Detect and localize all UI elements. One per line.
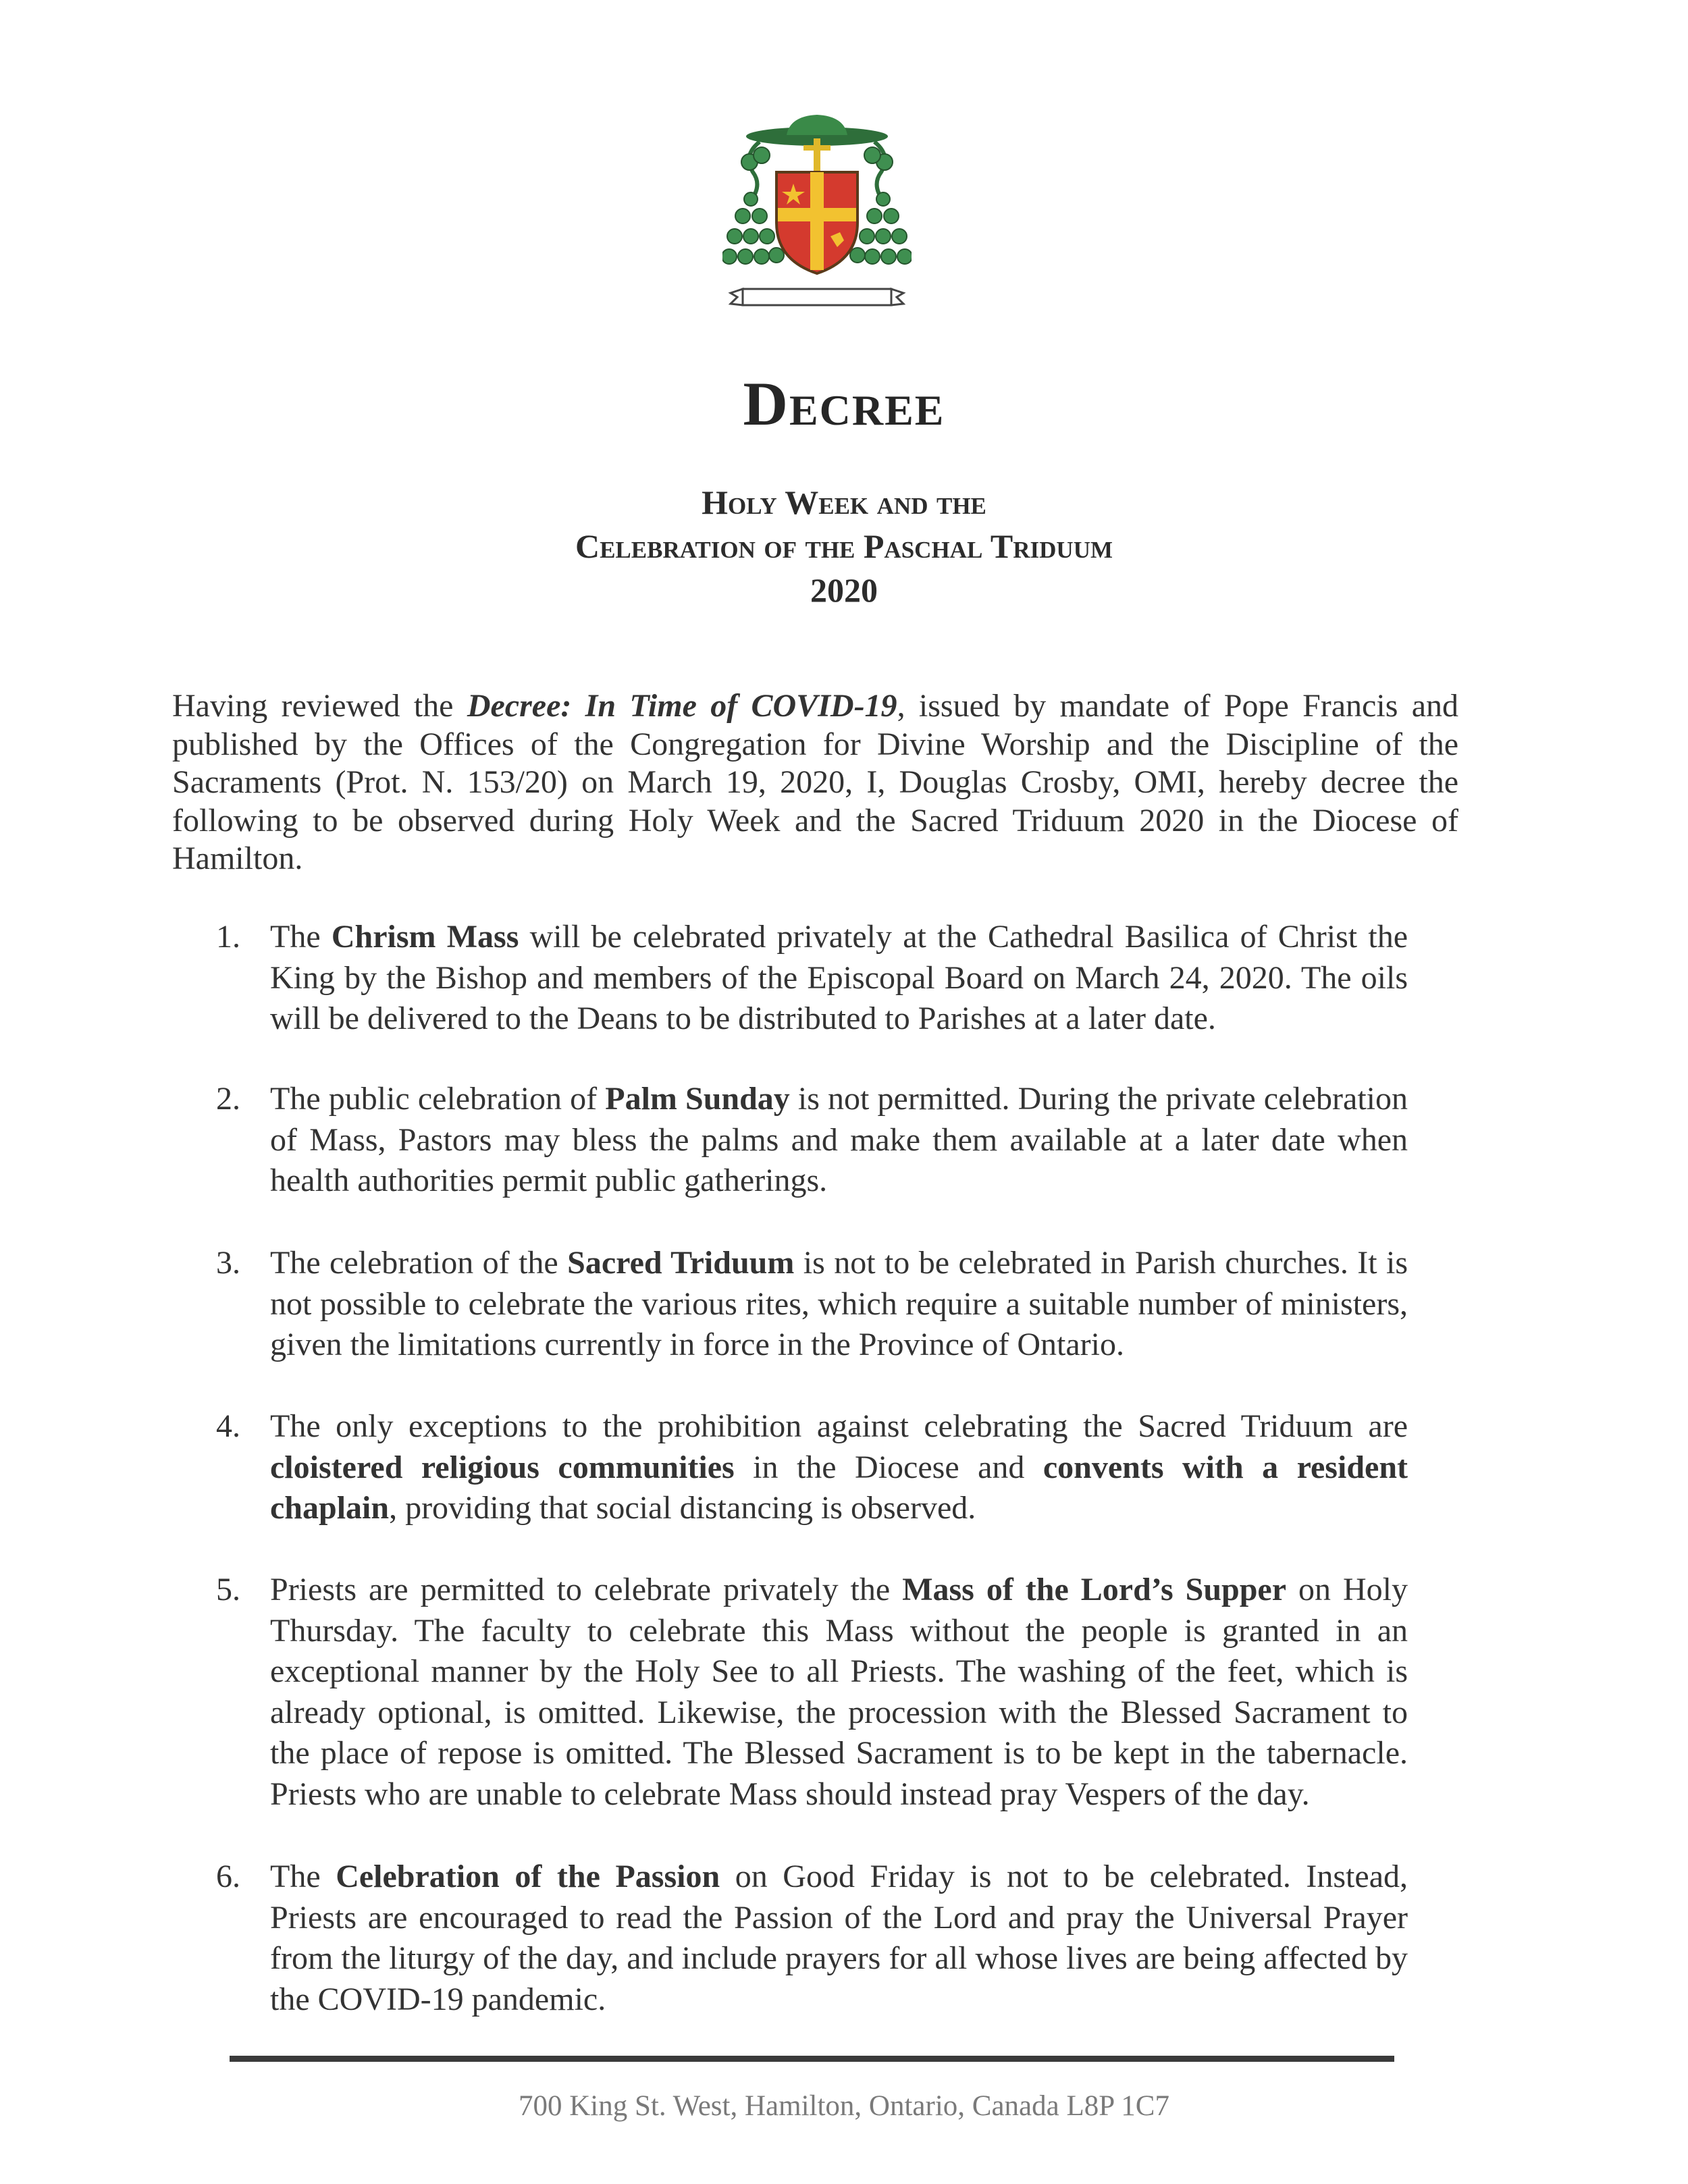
item-text: , providing that social distancing is observed.	[389, 1490, 976, 1526]
footer-divider	[230, 2056, 1394, 2062]
item-number: 5.	[216, 1572, 240, 1607]
item-text: will be celebrated privately at the Cathedral Basilica of Christ the King by the Bishop and members of the Episcopal Board on March 24, 2020. The oils will be delivered to the Deans to be distributed to Parishes at a later date.	[270, 919, 1408, 1036]
subtitle-line-2: Celebration of the Paschal Triduum	[575, 527, 1113, 565]
item-emphasis: Celebration of the Passion	[336, 1859, 720, 1894]
subtitle-line-1: Holy Week and the	[702, 483, 986, 521]
item-text: The	[270, 919, 332, 955]
shield-icon	[776, 172, 858, 273]
item-text: is not permitted. During the private celebration of Mass, Pastors may bless the palms and make them available at a later date when health authorities permit public gatherings.	[270, 1081, 1408, 1198]
intro-paragraph	[172, 687, 1458, 878]
item-number: 6.	[216, 1859, 240, 1894]
item-text: on Good Friday is not to be celebrated. Instead, Priests are encouraged to read the Passion of the Lord and pray the Universal Prayer from the liturgy of the day, and include prayers for all whose lives are being affected by the COVID-19 pandemic.	[270, 1859, 1408, 2017]
list-item	[216, 1243, 1408, 1366]
item-number: 4.	[216, 1408, 240, 1444]
decree-reference: Decree: In Time of COVID-19	[467, 688, 897, 724]
left-tassels-icon	[722, 142, 784, 264]
motto-scroll	[731, 289, 903, 305]
item-text: is not to be celebrated in Parish churches. It is not possible to celebrate the various rites, which require a suitable number of ministers, given the limitations currently in force in the Province of Ontario.	[270, 1245, 1408, 1362]
item-number: 1.	[216, 919, 240, 955]
list-item	[216, 1857, 1408, 2020]
intro-text-start: Having reviewed the	[172, 688, 467, 724]
item-number: 3.	[216, 1245, 240, 1281]
item-emphasis: Palm Sunday	[605, 1081, 790, 1117]
intro-text-end: , issued by mandate of Pope Francis and published by the Offices of the Congregation for Divine Worship and the Discipline of the Sacraments (Prot. N. 153/20) on March 19, 2020, I, Douglas Crosby, OMI, hereby decree the following to be observed during Holy Week and the Sacred Triduum 2020 in the Diocese of Hamilton.	[172, 688, 1458, 876]
item-text: The	[270, 1859, 336, 1894]
list-item	[216, 1079, 1408, 1202]
page-title: Decree	[743, 369, 945, 438]
list-item	[216, 1406, 1408, 1529]
right-tassels-icon	[850, 142, 912, 264]
item-text: The public celebration of	[270, 1081, 606, 1117]
item-text: on Holy Thursday. The faculty to celebrate this Mass without the people is granted in an exceptional manner by the Holy See to all Priests. The washing of the feet, which is already optional, is omitted. Likewise, the procession with the Blessed Sacrament to the place of repose is omitted. The Blessed Sacrament is to be kept in the tabernacle. Priests who are unable to celebrate Mass should instead pray Vespers of the day.	[270, 1572, 1408, 1812]
list-item	[216, 1570, 1408, 1815]
item-text: The celebration of the	[270, 1245, 568, 1281]
list-item	[216, 917, 1408, 1040]
item-number: 2.	[216, 1081, 240, 1117]
item-text: Priests are permitted to celebrate privately the	[270, 1572, 903, 1607]
footer-address: 700 King St. West, Hamilton, Ontario, Canada L8P 1C7	[519, 2090, 1169, 2122]
subtitle-year: 2020	[810, 571, 878, 609]
item-emphasis: Chrism Mass	[331, 919, 519, 955]
item-emphasis: cloistered religious communities	[270, 1449, 735, 1485]
item-emphasis: Sacred Triduum	[567, 1245, 795, 1281]
item-text: The only exceptions to the prohibition against celebrating the Sacred Triduum are	[270, 1408, 1408, 1444]
item-text: in the Diocese and	[734, 1449, 1043, 1485]
item-emphasis: Mass of the Lord’s Supper	[902, 1572, 1287, 1607]
coat-of-arms-logo	[722, 108, 912, 317]
item-emphasis: convents with a resident chaplain	[270, 1449, 1408, 1526]
